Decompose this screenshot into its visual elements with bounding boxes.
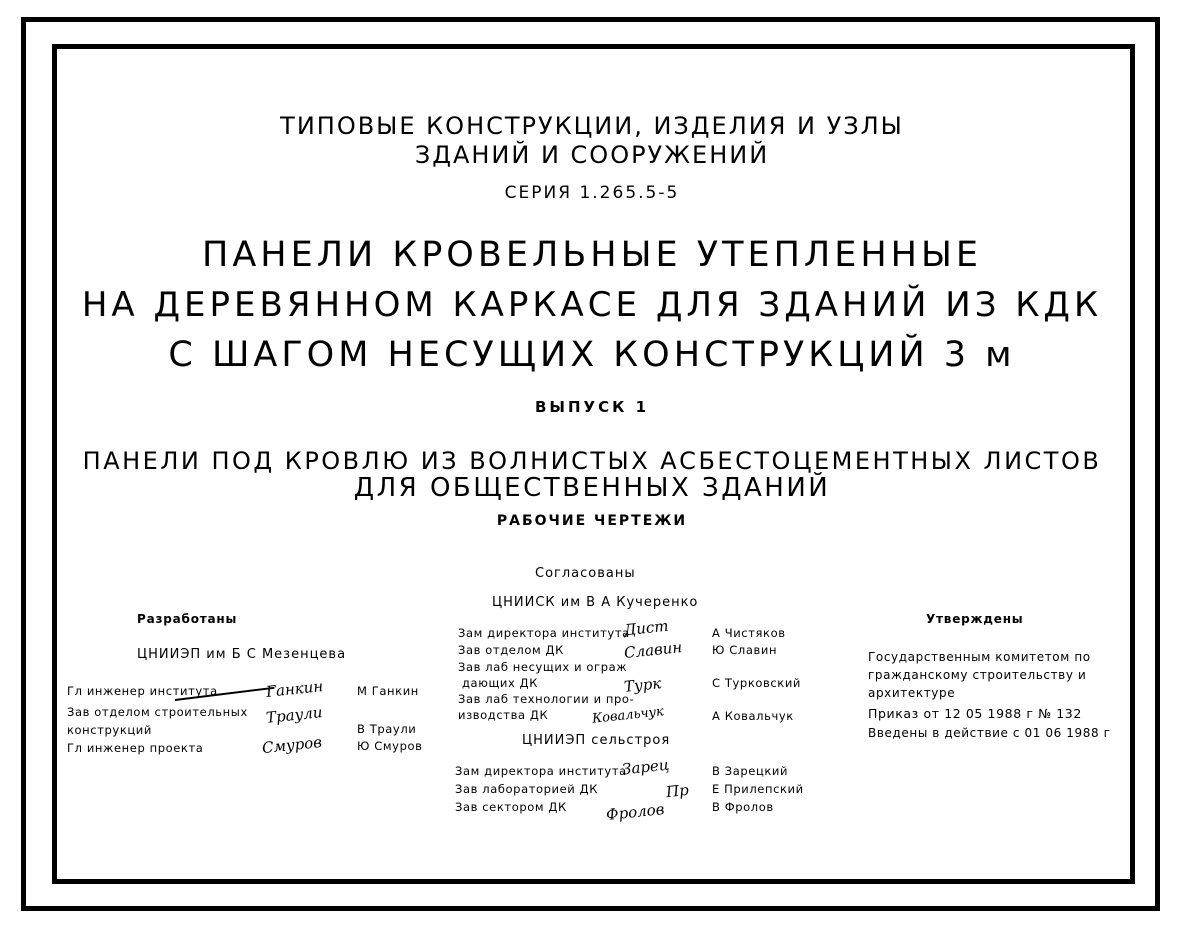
developed-role-3: конструкций [67, 723, 152, 737]
signature-frolov: Фролов [605, 799, 666, 825]
developed-name-1: М Ганкин [357, 684, 419, 698]
approved-line-3: архитектуре [868, 686, 956, 700]
main-title-line1: ПАНЕЛИ КРОВЕЛЬНЫЕ УТЕПЛЕННЫЕ [202, 235, 982, 275]
series-title-line1: ТИПОВЫЕ КОНСТРУКЦИИ, ИЗДЕЛИЯ И УЗЛЫ [280, 112, 904, 140]
developed-heading: Разработаны [137, 612, 238, 626]
agreed-role-4: дающих ДК [462, 676, 538, 690]
signature-prilepsky: Пр [665, 780, 690, 802]
approved-line-5: Введены в действие с 01 06 1988 г [868, 726, 1111, 740]
agreed-role2-1: Зам директора института [455, 764, 627, 778]
approved-heading: Утверждены [926, 612, 1024, 626]
agreed-role2-2: Зав лабораторией ДК [455, 782, 598, 796]
signature-slavin: Славин [623, 638, 684, 662]
developed-name-2: В Траули [357, 722, 417, 736]
agreed-name-2: Ю Славин [712, 643, 778, 657]
main-title-line3: С ШАГОМ НЕСУЩИХ КОНСТРУКЦИЙ 3 м [168, 335, 1016, 375]
issue-number: ВЫПУСК 1 [534, 398, 650, 416]
agreed-name-4: А Ковальчук [712, 709, 794, 723]
signature-turkovsky: Турк [623, 674, 663, 696]
agreed-name2-3: В Фролов [712, 800, 774, 814]
agreed-name-3: С Турковский [712, 676, 801, 690]
agreed-role-6: изводства ДК [458, 708, 549, 722]
agreed-role2-3: Зав сектором ДК [455, 800, 567, 814]
signature-trauli: Траули [265, 703, 324, 727]
signature-kovalchuk: Ковальчук [591, 704, 665, 727]
approved-line-2: гражданскому строительству и [868, 668, 1087, 682]
subtitle-line1: ПАНЕЛИ ПОД КРОВЛЮ ИЗ ВОЛНИСТЫХ АСБЕСТОЦЕМЕНТНЫХ ЛИСТОВ [82, 447, 1102, 475]
agreed-name2-2: Е Прилепский [712, 782, 804, 796]
series-title-line2: ЗДАНИЙ И СООРУЖЕНИЙ [414, 141, 770, 169]
approved-line-1: Государственным комитетом по [868, 650, 1091, 664]
agreed-heading: Согласованы [535, 566, 636, 581]
series-number: СЕРИЯ 1.265.5-5 [504, 183, 680, 203]
developed-name-3: Ю Смуров [357, 739, 423, 753]
agreed-org-1: ЦНИИСК им В А Кучеренко [492, 595, 699, 610]
agreed-role-2: Зав отделом ДК [458, 643, 564, 657]
agreed-role-5: Зав лаб технологии и про- [458, 692, 635, 706]
agreed-name-1: А Чистяков [712, 626, 786, 640]
signature-gankin: Ганкин [265, 677, 325, 701]
agreed-name2-1: В Зарецкий [712, 764, 789, 778]
main-title-line2: НА ДЕРЕВЯННОМ КАРКАСЕ ДЛЯ ЗДАНИЙ ИЗ КДК [81, 285, 1103, 325]
subtitle-line2: ДЛЯ ОБЩЕСТВЕННЫХ ЗДАНИЙ [353, 473, 831, 503]
agreed-role-3: Зав лаб несущих и ограж [458, 660, 628, 674]
developed-role-1: Гл инженер института [67, 684, 218, 698]
signature-chistyakov: Дист [623, 616, 670, 640]
agreed-role-1: Зам директора института [458, 626, 630, 640]
working-drawings-label: РАБОЧИЕ ЧЕРТЕЖИ [496, 513, 688, 529]
developed-role-2: Зав отделом строительных [67, 705, 248, 719]
agreed-org-2: ЦНИИЭП сельстроя [522, 733, 671, 748]
signature-smurov: Смуров [261, 732, 323, 758]
developed-role-4: Гл инженер проекта [67, 741, 204, 755]
signature-zaretsky: Зарец [621, 755, 671, 779]
approved-line-4: Приказ от 12 05 1988 г № 132 [868, 706, 1082, 721]
developed-org: ЦНИИЭП им Б С Мезенцева [137, 647, 347, 662]
